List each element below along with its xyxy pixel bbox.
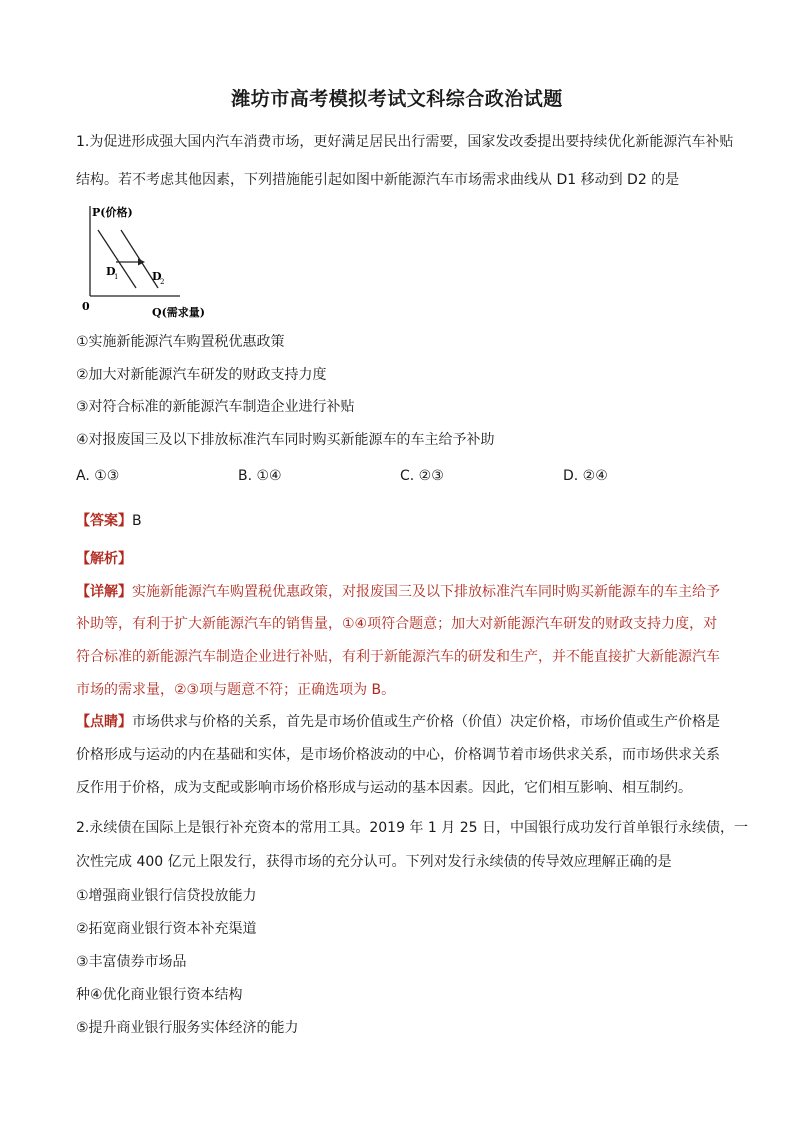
q1-option-a: A. ①③ — [76, 468, 120, 484]
detail-text-1: 实施新能源汽车购置税优惠政策，对报废国三及以下排放标准汽车同时购买新能源车的车主给予 — [132, 584, 720, 600]
q2-stem-line-1: 2.永续债在国际上是银行补充资本的常用工具。2019 年 1 月 25 日，中国银行成功发行首单银行永续债，一 — [76, 820, 748, 836]
answer-tag: 【答案】 — [76, 513, 132, 529]
d1-subscript: 1 — [114, 273, 119, 281]
analysis-tag: 【解析】 — [76, 551, 132, 567]
q2-item-5: ⑤提升商业银行服务实体经济的能力 — [76, 1020, 299, 1036]
q2-item-3: ③丰富债券市场品 — [76, 954, 187, 970]
demand-curve-graph — [76, 200, 216, 324]
detail-tag: 【详解】 — [76, 584, 132, 600]
q2-item-2: ②拓宽商业银行资本补充渠道 — [76, 921, 257, 937]
q1-stem-line-2: 结构。若不考虑其他因素，下列措施能引起如图中新能源汽车市场需求曲线从 D1 移动到 D2 的是 — [76, 172, 680, 188]
origin-label: 0 — [82, 300, 90, 313]
q1-item-4: ④对报废国三及以下排放标准汽车同时购买新能源车的车主给予补助 — [76, 432, 495, 448]
q2-item-4: 种④优化商业银行资本结构 — [76, 987, 243, 1003]
q1-item-3: ③对符合标准的新能源汽车制造企业进行补贴 — [76, 399, 355, 415]
point-line-1 — [76, 712, 720, 732]
answer-line — [76, 511, 142, 531]
point-line-3: 反作用于价格，成为支配或影响市场价格形成与运动的基本因素。因此，它们相互影响、相互制约。 — [76, 780, 692, 796]
point-text-1: 市场供求与价格的关系，首先是市场价值或生产价格（价值）决定价格，市场价值或生产价格是 — [132, 714, 720, 730]
d2-subscript: 2 — [160, 278, 165, 286]
point-tag: 【点睛】 — [76, 714, 132, 730]
d1-label: D — [106, 265, 116, 278]
page-title: 潍坊市高考模拟考试文科综合政治试题 — [231, 88, 563, 110]
detail-line-3: 符合标准的新能源汽车制造企业进行补贴，有利于新能源汽车的研发和生产，并不能直接扩大新能源汽车 — [76, 649, 720, 665]
x-axis-label: Q(需求量) — [152, 306, 205, 319]
y-axis-label: P(价格) — [92, 206, 133, 219]
q1-item-2: ②加大对新能源汽车研发的财政支持力度 — [76, 367, 327, 383]
shift-arrow-head — [138, 259, 145, 266]
q2-item-1: ①增强商业银行信贷投放能力 — [76, 888, 257, 904]
q2-stem-line-2: 次性完成 400 亿元上限发行，获得市场的充分认可。下列对发行永续债的传导效应理解正确的是 — [76, 854, 672, 870]
q1-item-1: ①实施新能源汽车购置税优惠政策 — [76, 334, 285, 350]
d2-label: D — [152, 270, 162, 283]
q1-option-c: C. ②③ — [400, 468, 444, 484]
detail-line-1 — [76, 582, 720, 602]
detail-line-4: 市场的需求量，②③项与题意不符；正确选项为 B。 — [76, 682, 396, 698]
point-line-2: 价格形成与运动的内在基础和实体，是市场价格波动的中心，价格调节着市场供求关系，而市场供求关系 — [76, 747, 720, 763]
q1-option-d: D. ②④ — [563, 468, 608, 484]
answer-value: B — [132, 513, 142, 529]
q1-stem-line-1: 1.为促进形成强大国内汽车消费市场，更好满足居民出行需要，国家发改委提出要持续优化新能源汽车补贴 — [76, 134, 734, 150]
q1-option-b: B. ①④ — [238, 468, 282, 484]
detail-line-2: 补助等，有利于扩大新能源汽车的销售量，①④项符合题意；加大对新能源汽车研发的财政支持力度，对 — [76, 616, 718, 632]
